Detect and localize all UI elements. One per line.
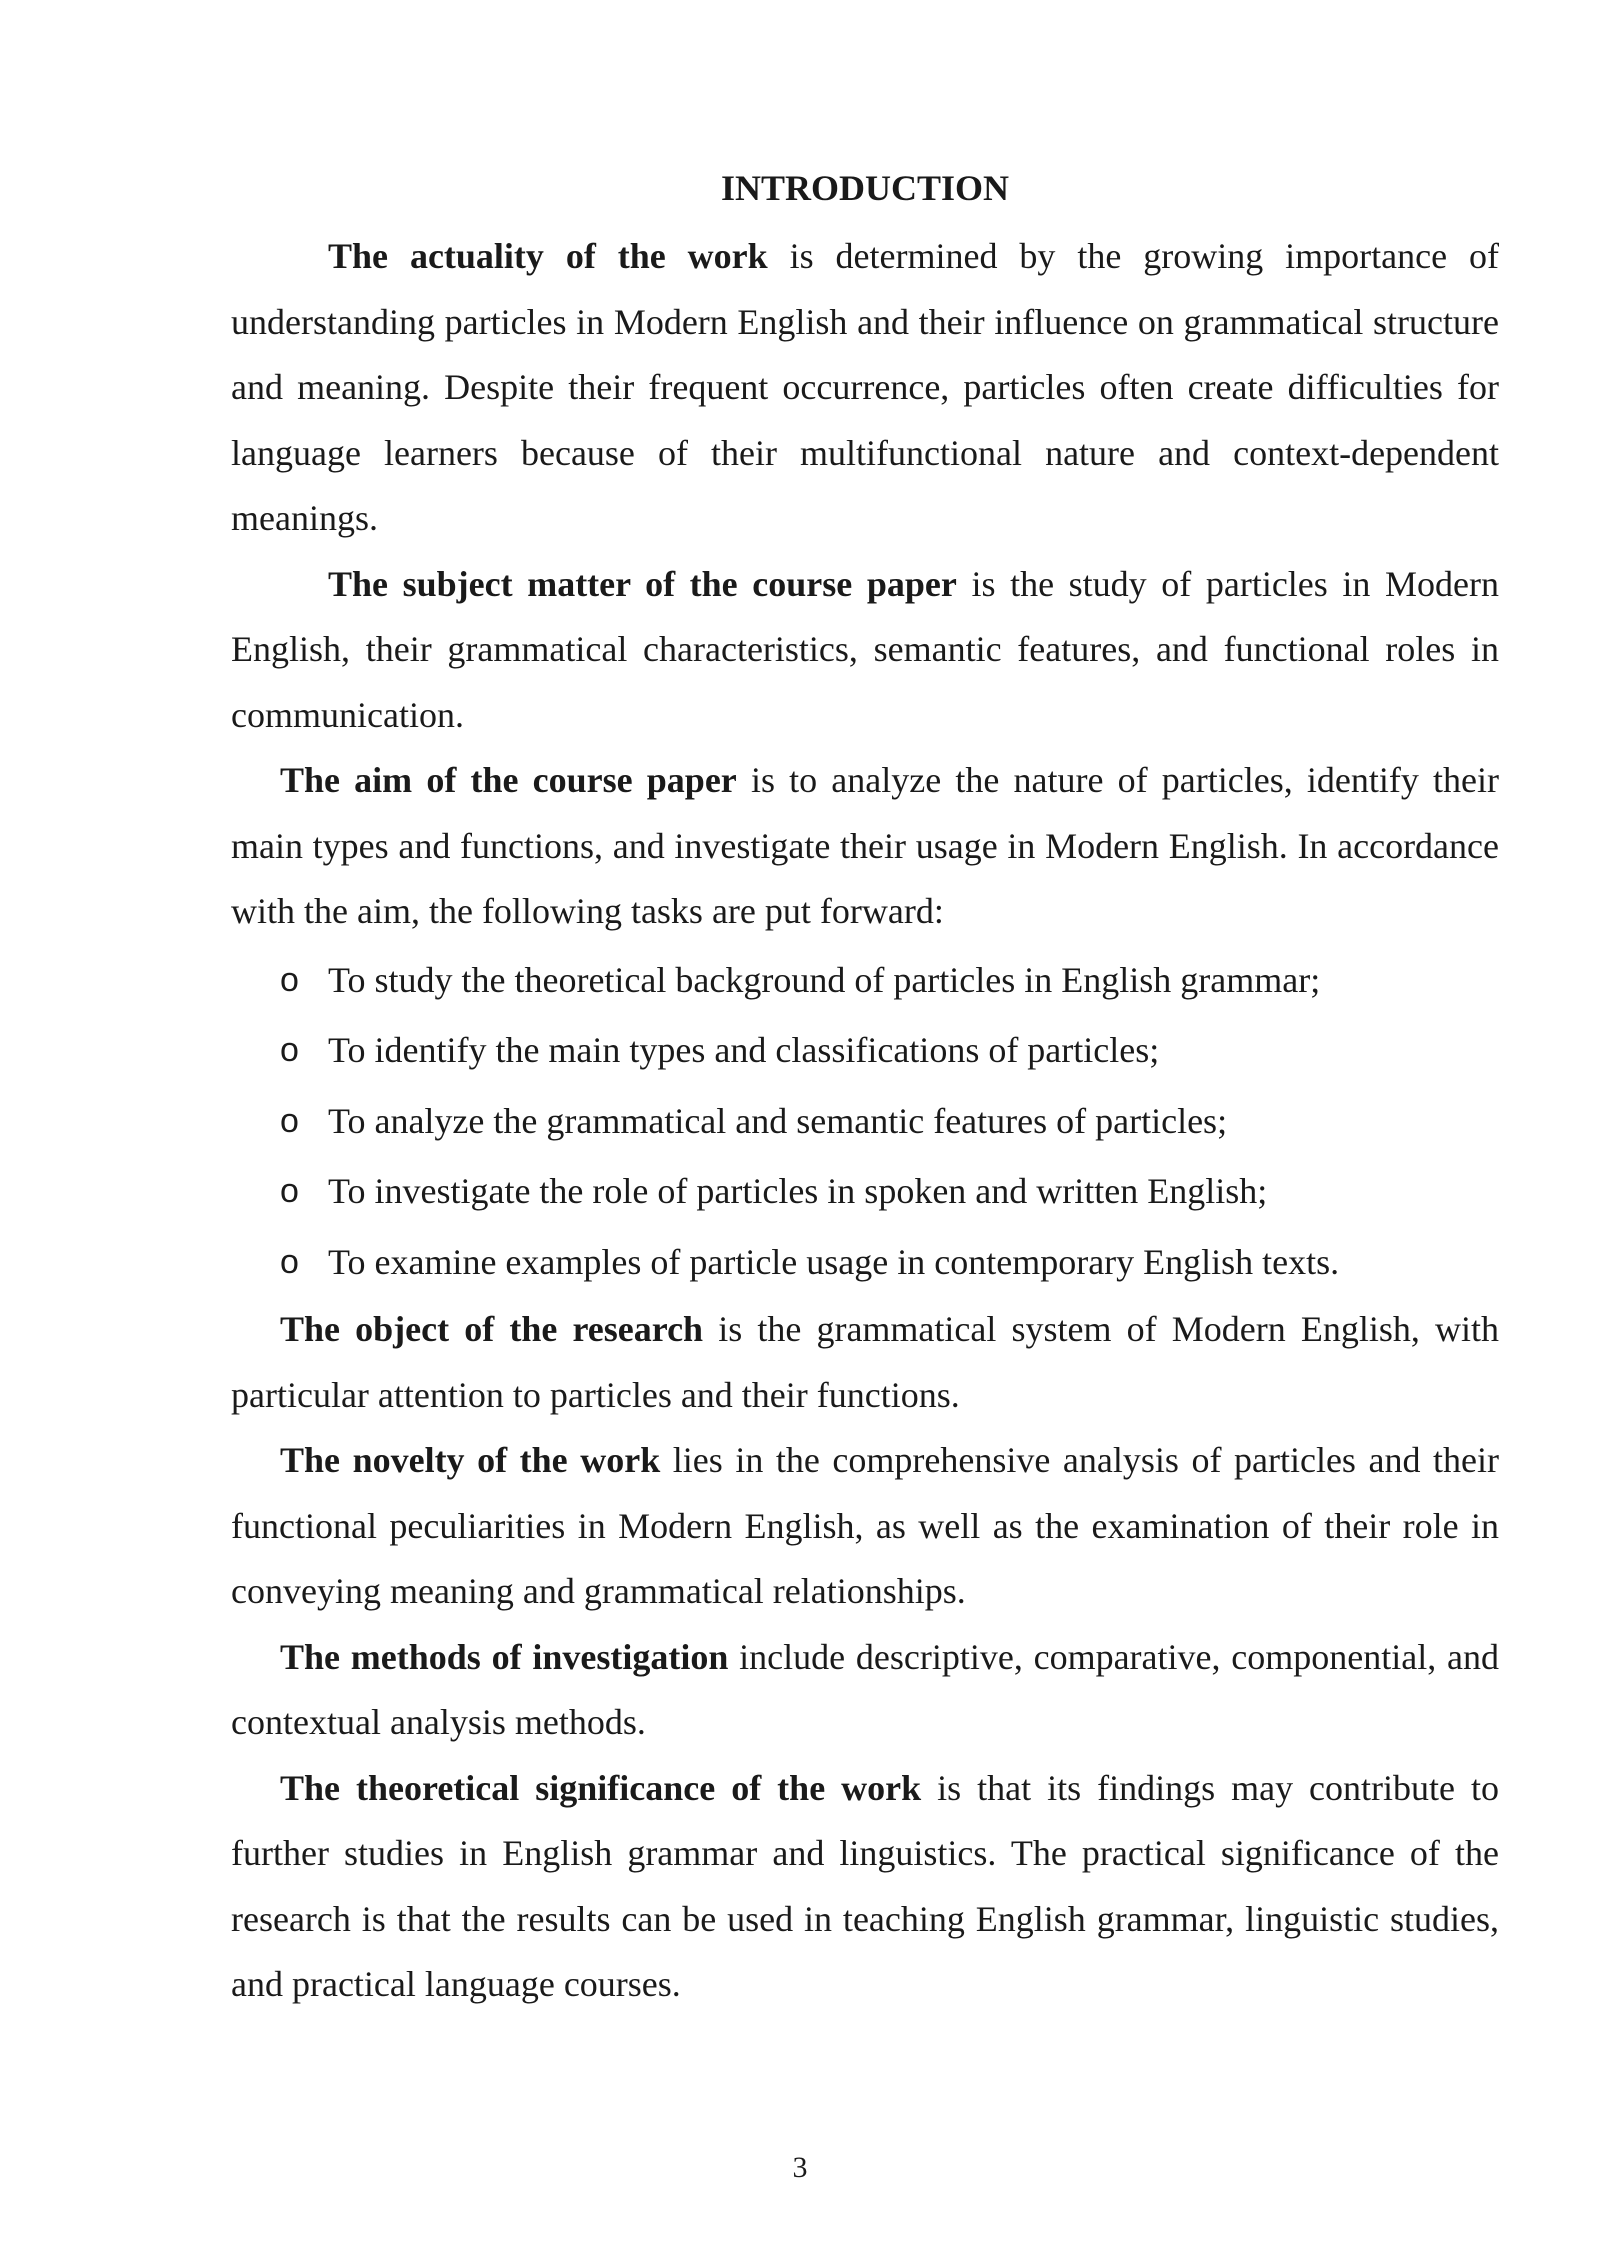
list-item [231,1015,1499,1086]
paragraph-novelty [231,1428,1499,1625]
bullet-icon: o [280,1172,299,1210]
paragraph-lead: The novelty of the work [280,1440,661,1480]
bullet-icon: o [280,1031,299,1069]
paragraph-lead: The object of the research [280,1309,704,1349]
paragraph-lead: The actuality of the work [328,236,768,276]
paragraph-text: is to analyze the nature of particles, identify their main types and functions, and investigate their usage in Modern English. In accordance with the aim, the following tasks are put forward: [231,760,1499,931]
paragraph-lead: The methods of investigation [280,1636,729,1677]
paragraph-text: is the study of particles in Modern English, their grammatical characteristics, semantic features, and functional roles in communication. [231,563,1499,735]
list-item-text: To identify the main types and classifications of particles; [328,1030,1160,1070]
paragraph-methods [231,1625,1499,1756]
paragraph-lead: The theoretical significance of the work [280,1767,922,1808]
section-heading: INTRODUCTION [720,168,1010,208]
paragraph-text: is that its findings may contribute to further studies in English grammar and linguistics. The practical significance of the research is that the results can be used in teaching English grammar, linguistic studies, and practical language courses. [231,1767,1499,2004]
page-body [231,160,1499,2018]
list-item-text: To analyze the grammatical and semantic features of particles; [328,1100,1228,1141]
bullet-icon: o [280,1101,299,1140]
paragraph-text: include descriptive, comparative, componential, and contextual analysis methods. [231,1636,1499,1742]
list-item [231,1227,1499,1298]
task-list [231,945,1499,1298]
paragraph-text: lies in the comprehensive analysis of particles and their functional peculiarities in Modern English, as well as the examination of their role in conveying meaning and grammatical relationships. [231,1440,1499,1611]
paragraph-actuality [231,224,1499,552]
list-item-text: To examine examples of particle usage in contemporary English texts. [328,1241,1340,1282]
paragraph-lead: The subject matter of the course paper [328,563,957,604]
list-item [231,1086,1499,1157]
bullet-icon: o [280,960,299,999]
paragraph-lead: The aim of the course paper [280,760,737,800]
paragraph-text: is determined by the growing importance of understanding particles in Modern English and their influence on grammatical structure and meaning. Despite their frequent occurrence, particles often create difficulties for language learners because of their multifunctional nature and context-dependent meanings. [231,236,1500,538]
paragraph-aim [231,748,1499,945]
list-item [231,1156,1499,1227]
paragraph-subject [231,552,1499,749]
paragraph-text: is the grammatical system of Modern English, with particular attention to particles and their functions. [231,1309,1499,1415]
paragraph-significance [231,1756,1499,2018]
list-item-text: To investigate the role of particles in spoken and written English; [328,1171,1268,1211]
bullet-icon: o [280,1242,299,1281]
list-item-text: To study the theoretical background of particles in English grammar; [328,959,1321,1000]
paragraph-object [231,1297,1499,1428]
list-item [231,945,1499,1016]
page-number: 3 [792,2151,808,2184]
